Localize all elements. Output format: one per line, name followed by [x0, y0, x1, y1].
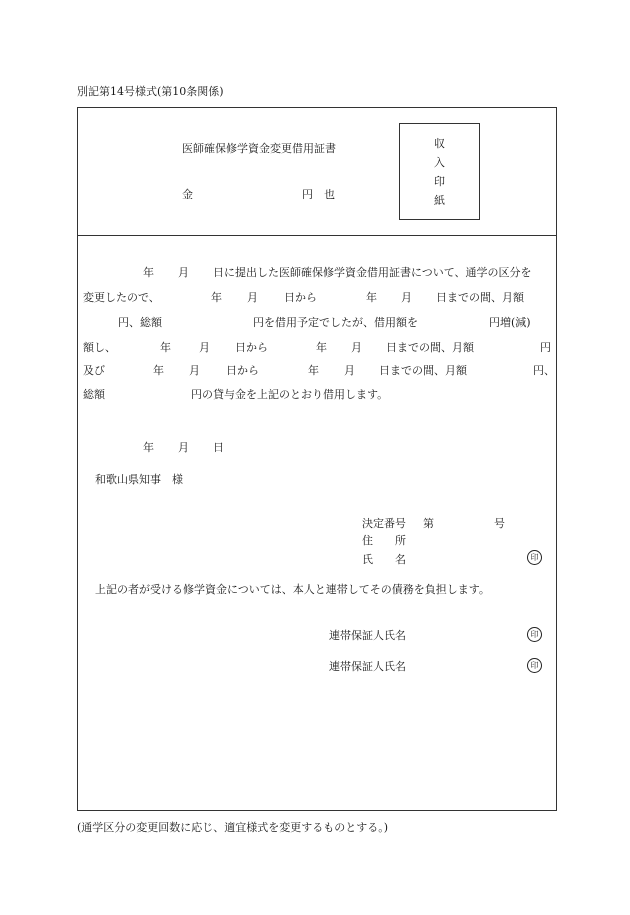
body-month: 月 [401, 291, 412, 304]
body-period-monthly: 日までの間、月額 [386, 341, 474, 354]
body-year: 年 [153, 364, 164, 377]
form-number-note: 別記第14号様式(第10条関係) [77, 85, 224, 98]
revenue-stamp-char: 収 [434, 137, 445, 150]
body-month: 月 [351, 341, 362, 354]
decision-number-suffix: 号 [494, 517, 505, 530]
date-month: 月 [178, 441, 189, 454]
seal-mark-icon: 印 [527, 627, 542, 642]
body-year: 年 [143, 266, 154, 279]
decision-number-prefix: 第 [423, 517, 434, 530]
body-yen: 円、 [533, 364, 555, 377]
footnote: (通学区分の変更回数に応じ、適宜様式を変更するものとする。) [77, 821, 389, 834]
date-year: 年 [143, 441, 154, 454]
body-year: 年 [308, 364, 319, 377]
body-month: 月 [199, 341, 210, 354]
body-day-from: 日から [235, 341, 268, 354]
body-line-2-start: 変更したので、 [83, 291, 160, 304]
name-label: 氏 名 [362, 553, 406, 566]
form-frame [77, 107, 557, 811]
body-line-3-start: 円、総額 [118, 316, 162, 329]
body-month: 月 [189, 364, 200, 377]
document-title: 医師確保修学資金変更借用証書 [182, 142, 336, 155]
body-month: 月 [247, 291, 258, 304]
body-yen: 円 [540, 341, 551, 354]
amount-prefix: 金 [182, 188, 193, 201]
body-month: 月 [344, 364, 355, 377]
body-year: 年 [211, 291, 222, 304]
body-period-monthly: 日までの間、月額 [379, 364, 467, 377]
body-year: 年 [366, 291, 377, 304]
body-line-1-text: 日に提出した医師確保修学資金借用証書について、通学の区分を [213, 266, 532, 279]
body-line-6-start: 総額 [83, 388, 105, 401]
seal-mark-icon: 印 [527, 550, 542, 565]
revenue-stamp-char: 入 [434, 156, 445, 169]
decision-number-label: 決定番号 [362, 517, 406, 530]
revenue-stamp-char: 印 [434, 175, 445, 188]
body-line-3-mid: 円を借用予定でしたが、借用額を [253, 316, 418, 329]
addressee: 和歌山県知事 様 [95, 473, 183, 486]
seal-mark-icon: 印 [527, 658, 542, 673]
body-period-monthly: 日までの間、月額 [436, 291, 524, 304]
body-day-from: 日から [284, 291, 317, 304]
body-line-6-text: 円の貸与金を上記のとおり借用します。 [191, 388, 389, 401]
body-year: 年 [160, 341, 171, 354]
revenue-stamp-char: 紙 [434, 194, 445, 207]
body-line-5-start: 及び [83, 364, 105, 377]
address-label: 住 所 [362, 534, 406, 547]
guarantor-statement: 上記の者が受ける修学資金については、本人と連帯してその債務を負担します。 [95, 583, 490, 596]
revenue-stamp-box [399, 123, 480, 220]
body-line-4-start: 額し、 [83, 341, 116, 354]
guarantor-name-label: 連帯保証人氏名 [329, 660, 406, 673]
date-day: 日 [213, 441, 224, 454]
body-year: 年 [316, 341, 327, 354]
header-divider [77, 235, 557, 236]
body-day-from: 日から [226, 364, 259, 377]
body-month: 月 [178, 266, 189, 279]
guarantor-name-label: 連帯保証人氏名 [329, 629, 406, 642]
body-line-3-end: 円増(減) [489, 316, 531, 329]
amount-suffix: 円 也 [302, 188, 335, 201]
